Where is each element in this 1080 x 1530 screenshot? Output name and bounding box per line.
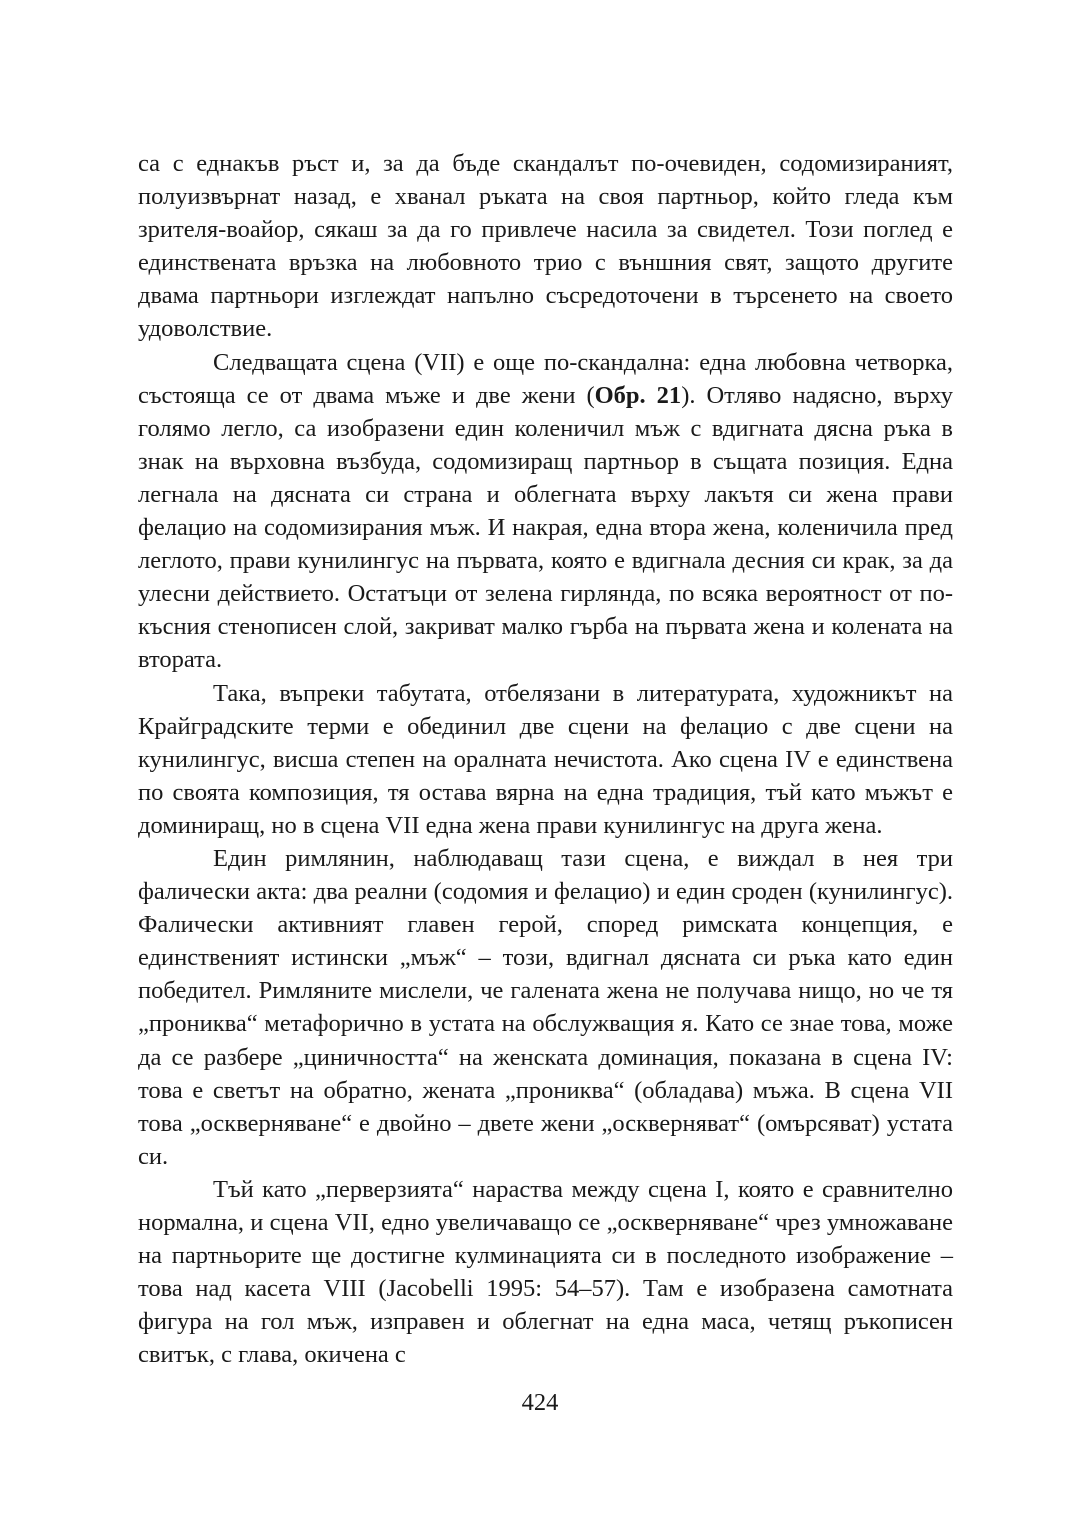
paragraph-2-end: ). Отляво надясно, върху голямо легло, са изобразени един коленичил мъж с вдигната дясна ръка в знак на върховна възбуда, содомизиращ партньор в същата позиция. Една легнала на дясната си страна и облегната върху лакътя си жена прави фелацио на содомизирания мъж. И накрая, една втора жена, коленичила пред леглото, прави кунилингус на първата, която е вдигнала десния си крак, за да улесни действието. Остатъци от зелена гирлянда, по всяка вероятност от по-късния стенописен слой, закриват малко гърба на първата жена и колената на втората. (138, 381, 953, 674)
paragraph-1: са с еднакъв ръст и, за да бъде скандалът по-очевиден, содомизираният, полуизвърнат назад, е хванал ръката на своя партньор, който гледа към зрителя-воайор, сякаш за да го привлече насила за свидетел. Този поглед е единствената връзка на любовното трио с външния свят, защото другите двама партньори изглеждат напълно съсредоточени в търсенето на своето удоволствие. (138, 150, 953, 343)
page-number: 424 (521, 1389, 559, 1416)
figure-reference: Обр. 21 (594, 381, 682, 409)
body-text (138, 147, 953, 1371)
paragraph-5: Тъй като „перверзията“ нараства между сцена I, която е сравнително нормална, и сцена VII, едно увеличаващо се „оскверняване“ чрез умножаване на партньорите ще достигне кулминацията си в последното изображение – това над касета VIII (Jacobelli 1995: 54–57). Там е изобразена самотната фигура на гол мъж, изправен и облегнат на една маса, четящ ръкописен свитък, с глава, окичена с (138, 1175, 953, 1369)
paragraph-4: Един римлянин, наблюдаващ тази сцена, е виждал в нея три фалически акта: два реални (содомия и фелацио) и един сроден (кунилингус). Фалически активният главен герой, според римската концепция, е единственият истински „мъж“ – този, вдигнал дясната си ръка като един победител. Римляните мислели, че галената жена не получава нищо, но че тя „прониква“ метафорично в устата на обслужващия я. Като се знае това, може да се разбере „циничността“ на женската доминация, показана в сцена IV: това е светът на обратно, жената „прониква“ (обладава) мъжа. В сцена VII това „оскверняване“ е двойно – двете жени „оскверняват“ (омърсяват) устата си. (138, 844, 953, 1170)
paragraph-2 (138, 346, 953, 677)
paragraph-3: Така, въпреки табутата, отбелязани в литературата, художникът на Крайградските терми е обединил две сцени на фелацио с две сцени на кунилингус, висша степен на оралната нечистота. Ако сцена IV е единствена по своята композиция, тя остава вярна на една традиция, тъй като мъжът е доминиращ, но в сцена VII една жена прави кунилингус на друга жена. (138, 679, 953, 839)
paragraph-2-start: Следващата сцена (VII) е още по-скандална: една любовна четворка, състояща се от двама мъже и две жени ( (138, 348, 953, 409)
